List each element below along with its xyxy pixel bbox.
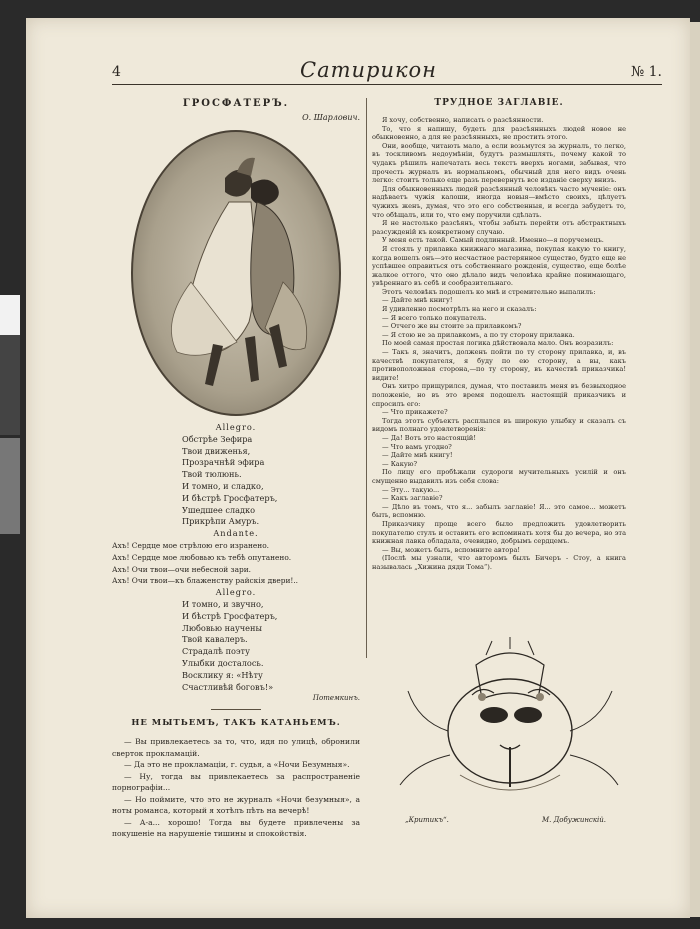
poem-signature: Потемкинъ. — [312, 694, 360, 703]
poem-line: Улыбки досталось. — [182, 657, 264, 668]
tempo-allegro-2: Allegro. — [215, 587, 257, 598]
poem-line: Твой тюлюнь. — [182, 469, 242, 480]
paragraph: — А-а... хорошо! Тогда вы будете привлечены за покушеніе на нарушеніе тишины и спокойствія. — [112, 817, 360, 839]
article-body — [372, 116, 626, 571]
paragraph: — Дѣло въ томъ, что я... забылъ заглавіе! Я... это самое... можетъ быть, вспомню. — [372, 502, 626, 520]
article2-title: НЕ МЫТЬЕМЪ, ТАКЪ КАТАНЬЕМЪ. — [131, 718, 341, 729]
paragraph: — Какую? — [382, 459, 418, 468]
critic-cartoon — [390, 635, 628, 815]
paragraph: (Послѣ мы узнали, что авторомъ былъ Бичеръ - Стоу, а книга называлась „Хижина дяди Тома“). — [372, 554, 626, 571]
paragraph: Этотъ человѣкъ подошелъ ко мнѣ и стремительно выпалилъ: — [382, 287, 596, 296]
stanza-1 — [112, 434, 360, 528]
poem-line: Ушедшее сладко — [182, 504, 256, 515]
poem-line: Прозрачнѣй эфира — [182, 457, 265, 468]
critic-cartoon-drawing — [390, 635, 628, 815]
poem-line: И бѣстрѣ Гросфатеръ, — [182, 610, 278, 621]
header-rule — [112, 84, 662, 85]
poem-line: Прикрѣпи Амуръ. — [182, 516, 260, 527]
paragraph: По моей самая простая логика дѣйствовала мало. Онъ возразилъ: — [382, 339, 614, 348]
stanza-3 — [112, 599, 360, 693]
right-column — [372, 98, 626, 571]
paragraph: Я хочу, собственно, написать о разсѣянности. — [382, 116, 544, 124]
paragraph: Тогда этотъ субъектъ расплылся въ широкую улыбку и сказалъ съ видомъ полнаго удовлетворенія: — [372, 416, 626, 434]
paragraph: — Я всего только покупатель. — [382, 313, 487, 322]
paragraph: У меня есть такой. Самый подлинный. Именно—я поручемецъ. — [382, 236, 604, 245]
poem-line: Ахъ! Сердце мое стрѣлою его изранено. — [112, 540, 270, 550]
next-page-edge — [690, 22, 700, 917]
paragraph: Я стоялъ у прилавка книжнаго магазина, покупая какую то книгу, когда вошелъ онъ—это несчастное растерянное существо, будто еще не успѣвшее оправиться отъ собственнаго рожденія, существо, еще болѣе жалкое оттого, что оно дѣлало видъ человѣка крайне понимающаго, увѣреннаго въ себѣ и сообразительнаго. — [372, 244, 626, 288]
binding-strip-dark — [0, 335, 20, 435]
paragraph: — Отчего же вы стоите за прилавкомъ? — [382, 322, 522, 331]
paragraph: Приказчику проще всего было предложить удовлетворить покупателю стулъ и оставить его вспоминать хотя бы до вечера, но эта книжная лавка обладала, очевидно, добрымъ сердцемъ. — [372, 519, 626, 546]
paragraph: — Но поймите, что это не журналъ «Ночи безумныя», а ноты романса, который я хотѣлъ пѣть на вечерѣ! — [112, 794, 360, 816]
paragraph: То, что я напишу, будеть для разсѣянныхъ людей новое не обыкновенно, а для не разсѣянныхъ, не простить этого. — [372, 124, 626, 142]
poem-line: Ахъ! Очи твои—очи небесной зари. — [112, 564, 251, 574]
stanza-2 — [112, 540, 360, 587]
page-number: 4 — [112, 64, 121, 80]
poem-line: Твой кавалеръ. — [182, 634, 248, 645]
column-divider — [366, 98, 367, 658]
binding-strip-grey — [0, 438, 20, 534]
cartoon-caption: „Критикъ“. — [405, 816, 449, 824]
poem-line: Страдалѣ поэту — [182, 646, 250, 657]
poem-line: Ахъ! Очи твои—къ блаженству райскія двери!.. — [112, 576, 299, 586]
cartoon-artist: М. Добужинскій. — [542, 816, 607, 824]
paragraph: — Эту... такую... — [382, 485, 440, 494]
paragraph: Я удивленно посмотрѣлъ на него и сказалъ: — [382, 305, 537, 314]
paragraph: — Такъ я, значитъ, долженъ пойти по ту сторону прилавка, и, въ качествѣ покупателя, я буду по ею сторону, а вы, какъ противоположная сторона,—по ту сторону, въ качествѣ приказчика! видите! — [372, 348, 626, 382]
paragraph: — Что прикажете? — [382, 408, 448, 417]
paragraph: — Ну, тогда вы привлекаетесь за распространеніе порнографіи... — [112, 771, 360, 793]
dancing-couple-drawing — [133, 132, 339, 414]
poem-line: Счастливѣй боговъ!» — [182, 681, 274, 692]
article2-body — [112, 736, 360, 840]
paragraph: Они, вообще, читають мало, а если возьмутся за журналъ, то легко, въ тоскливомъ недоумѣніи, будутъ размышлять, почему какой то чудакъ рѣшилъ напечатать весь текстъ вверхъ ногами, забывая, что прочесть журналъ въ нормальномъ, обычный для него видъ очень легко: стоитъ только еще разъ перевернуть все изданіе сверху внизъ. — [372, 141, 626, 185]
poem-line: И бѣстрѣ Гросфатеръ, — [182, 492, 278, 503]
paragraph: Я не настолько разсѣянъ, чтобы забыть перейти отъ абстрактныхъ разсужденій къ конкретному случаю. — [372, 219, 626, 236]
paragraph: — Что вамъ угодно? — [382, 442, 452, 451]
poem-line: Любовью научены — [182, 622, 263, 633]
paragraph: — Да это не прокламаціи, г. судья, а «Ночи Безумныя». — [124, 760, 350, 770]
paragraph: По лицу его пробѣжали судороги мучительныхъ усилій и онъ смущенно выдавилъ изъ себя слова: — [372, 468, 626, 485]
poem-line: Твои движенья, — [182, 445, 251, 456]
article-title: ТРУДНОЕ ЗАГЛАВІЕ. — [434, 98, 564, 108]
dancing-couple-illustration — [131, 130, 341, 416]
poem-line: Обстрѣе Зефира — [182, 433, 253, 444]
poem-author: О. Шарлович. — [302, 113, 360, 122]
paragraph: — Да! Вотъ это настоящій! — [382, 433, 476, 442]
poem-line: И томно, и звучно, — [182, 598, 264, 609]
poem-line: И томно, и сладко, — [182, 480, 264, 491]
poem-line: Ахъ! Сердце мое любовью къ тебѣ опутанено. — [112, 552, 292, 562]
poem-line: Восклику я: «Нѣту — [182, 669, 263, 680]
poem-body — [112, 422, 360, 705]
paragraph: — Дайте мнѣ книгу! — [382, 451, 453, 460]
tempo-allegro-1: Allegro. — [215, 422, 257, 432]
paragraph: Онъ хитро прищурился, думая, что поставилъ меня въ безвыходное положеніе, но въ это время подошелъ настоящій приказчикъ и спросилъ его: — [372, 382, 626, 408]
paragraph: Для обыкновенныхъ людей разсѣянный человѣкъ часто мученіе: онъ надѣваетъ чужія калоши, иногда новыя—вмѣсто своихъ, цѣлуетъ чужихъ женъ, думая, что это его собственныя, и всегда забудетъ то, что обѣщалъ, или то, что ему поручили сдѣлать. — [372, 184, 626, 219]
tempo-andante: Andante. — [213, 528, 259, 539]
left-column — [112, 98, 360, 840]
paragraph: — Вы, можетъ быть, вспомните автора! — [382, 545, 521, 554]
paragraph: — Я стою не за прилавкомъ, а по ту сторону прилавка. — [382, 330, 575, 339]
issue-number: № 1. — [630, 64, 662, 80]
magazine-title: Сатирикон — [300, 58, 438, 82]
section-separator — [211, 709, 261, 710]
paragraph: — Какъ заглавіе? — [382, 494, 443, 503]
binding-strip-light — [0, 295, 20, 335]
paragraph: — Вы привлекаетесь за то, что, идя по улицѣ, обронили сверток прокламацій. — [112, 737, 360, 758]
paragraph: — Дайте мнѣ книгу! — [382, 296, 453, 305]
poem-title: ГРОСФАТЕРЪ. — [182, 98, 290, 109]
